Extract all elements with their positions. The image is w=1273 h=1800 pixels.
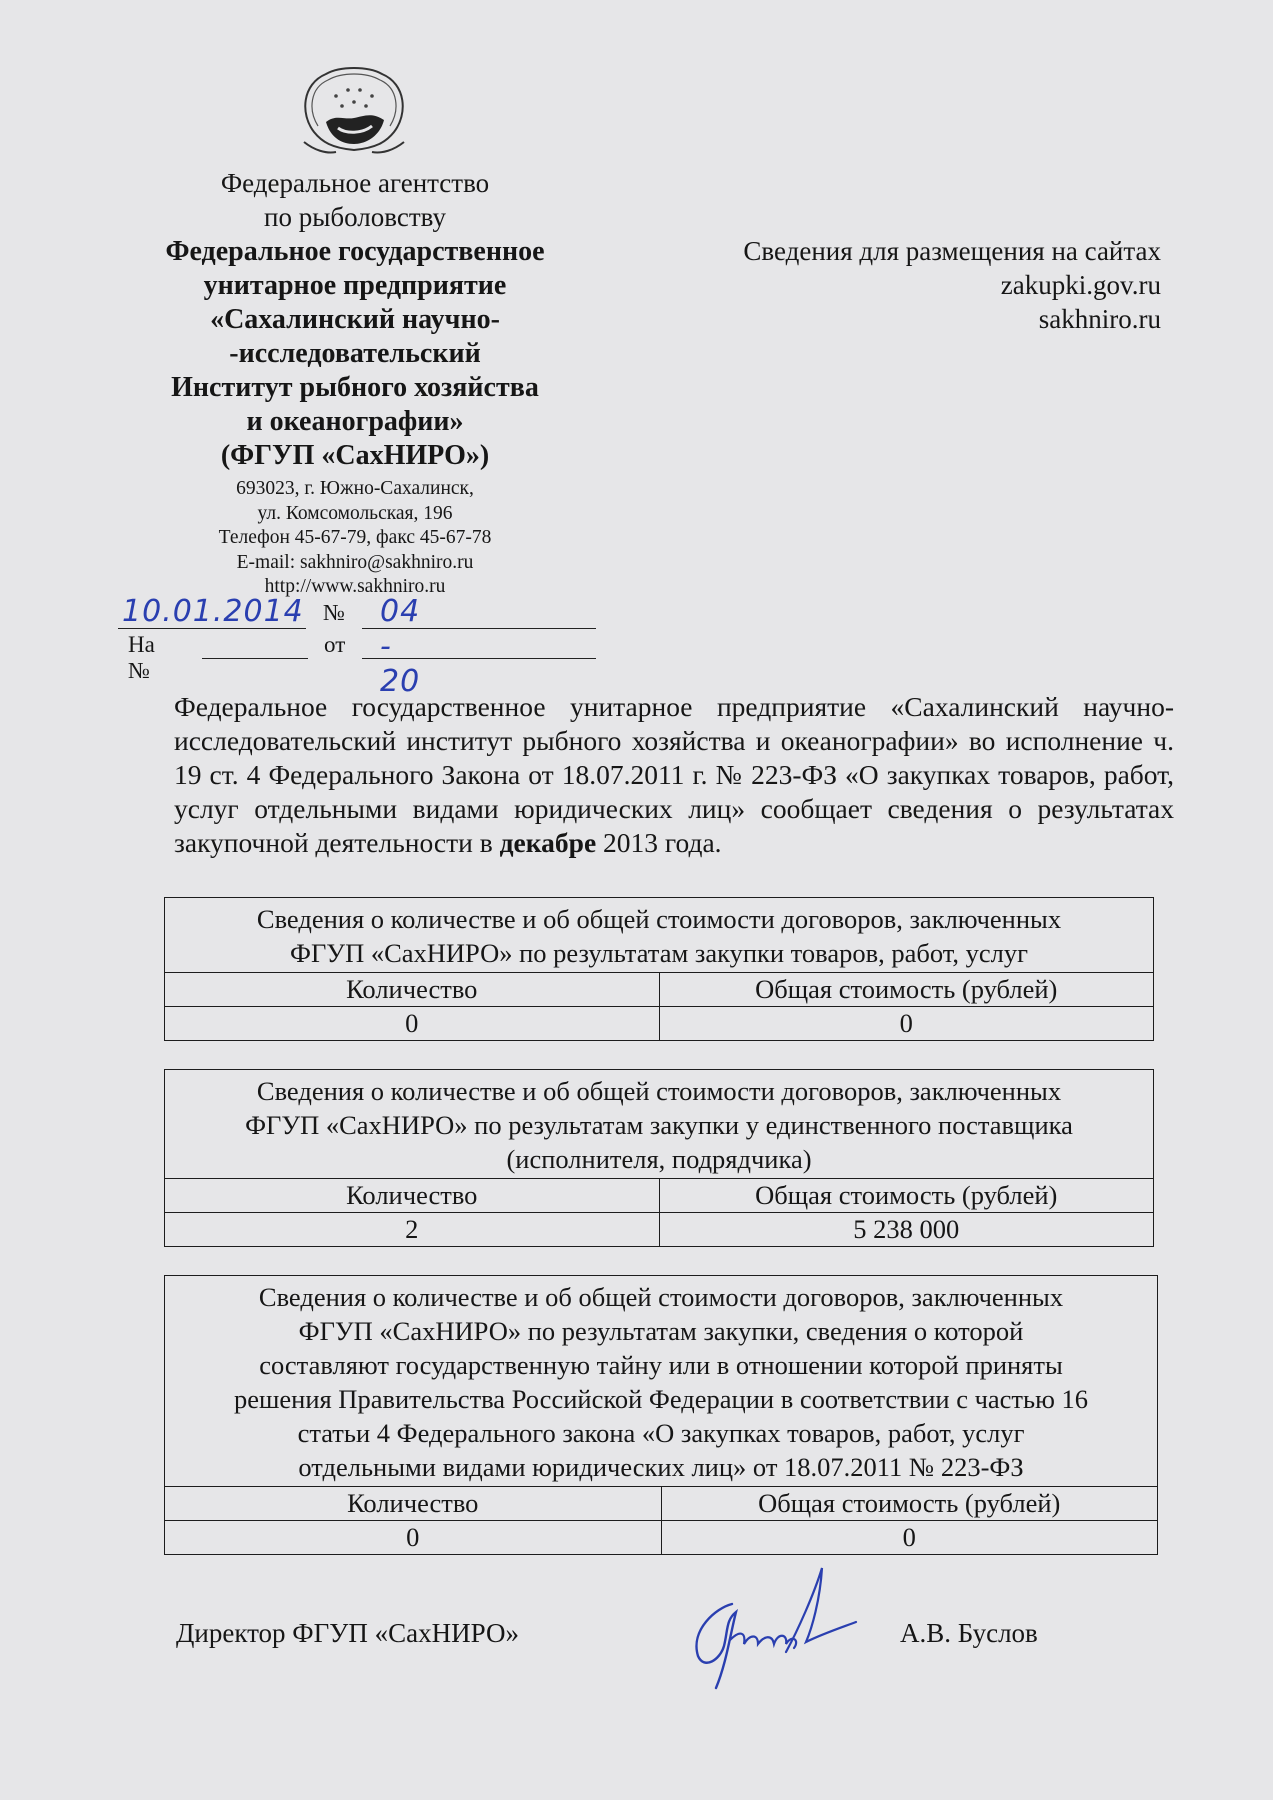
total-value: 0 [659, 1007, 1154, 1041]
signatory-role: Директор ФГУП «СахНИРО» [176, 1618, 519, 1648]
sakhalin-emblem-icon [296, 62, 412, 160]
from-label: от [324, 632, 346, 657]
contracts-table-general [164, 897, 1154, 1041]
organization-contacts [120, 477, 590, 600]
quantity-value: 0 [165, 1521, 662, 1555]
contracts-table-single-supplier [164, 1069, 1154, 1247]
contracts-table-state-secret [164, 1275, 1158, 1555]
intro-paragraph: Федеральное государственное унитарное предприятие «Сахалинский научно-исследовательский институт рыбного хозяйства и океанографии» во исполнение ч. 19 ст. 4 Федерального Закона от 18.07.2011 г. № 223-ФЗ «О закупках товаров, работ, услуг отдельными видами юридических лиц» сообщает сведения о результатах закупочной деятельности в декабре 2013 года. [174, 691, 1174, 858]
website-link: sakhniro.ru [1038, 304, 1161, 334]
report-month: декабре [499, 827, 597, 858]
website-link: zakupki.gov.ru [1000, 270, 1161, 300]
handwritten-date: 10.01.2014 [122, 594, 304, 629]
column-header-total: Общая стоимость (рублей) [661, 1487, 1158, 1521]
column-header-quantity: Количество [165, 973, 660, 1007]
total-value: 0 [661, 1521, 1158, 1555]
number-label: № [323, 600, 345, 625]
reply-number-label: На № [128, 632, 155, 683]
handwritten-signature [680, 1560, 860, 1700]
handwritten-number: 04 - 20 [380, 594, 421, 699]
email: E-mail: sakhniro@sakhniro.ru [236, 551, 474, 573]
column-header-quantity: Количество [165, 1179, 660, 1213]
quantity-value: 2 [165, 1213, 660, 1247]
quantity-value: 0 [165, 1007, 660, 1041]
reply-number-line [202, 658, 308, 659]
reply-date-line [362, 658, 596, 659]
addressee-block: Сведения для размещения на сайтах zakupki.gov.ru sakhniro.ru [743, 236, 1161, 334]
signatory-name: А.В. Буслов [900, 1618, 1038, 1648]
column-header-total: Общая стоимость (рублей) [659, 973, 1154, 1007]
total-value: 5 238 000 [659, 1213, 1154, 1247]
address-line: 693023, г. Южно-Сахалинск, [236, 478, 474, 499]
table-title: Сведения о количестве и об общей стоимости договоров, заключенных ФГУП «СахНИРО» по результатам закупки, сведения о которой составляют государственную тайну или в отношении которой приняты решения Правительства Российской Федерации в соответствии с частью 16 статьи 4 Федерального закона «О закупках товаров, работ, услуг отдельными видами юридических лиц» от 18.07.2011 № 223-ФЗ [165, 1276, 1158, 1487]
agency-name: Федеральное агентство по рыболовству [220, 168, 490, 232]
address-line: ул. Комсомольская, 196 [257, 502, 453, 524]
table-title: Сведения о количестве и об общей стоимости договоров, заключенных ФГУП «СахНИРО» по результатам закупки товаров, работ, услуг [165, 898, 1154, 973]
phone-fax: Телефон 45-67-79, факс 45-67-78 [218, 527, 492, 548]
column-header-total: Общая стоимость (рублей) [659, 1179, 1154, 1213]
website: http://www.sakhniro.ru [264, 576, 446, 597]
letterhead [120, 166, 590, 600]
column-header-quantity: Количество [165, 1487, 662, 1521]
organization-name: Федеральное государственное унитарное предприятие «Сахалинский научно- -исследовательский Институт рыбного хозяйства и океанографии» (ФГУП «СахНИРО») [165, 236, 545, 471]
table-title: Сведения о количестве и об общей стоимости договоров, заключенных ФГУП «СахНИРО» по результатам закупки у единственного поставщика (исполнителя, подрядчика) [165, 1070, 1154, 1179]
